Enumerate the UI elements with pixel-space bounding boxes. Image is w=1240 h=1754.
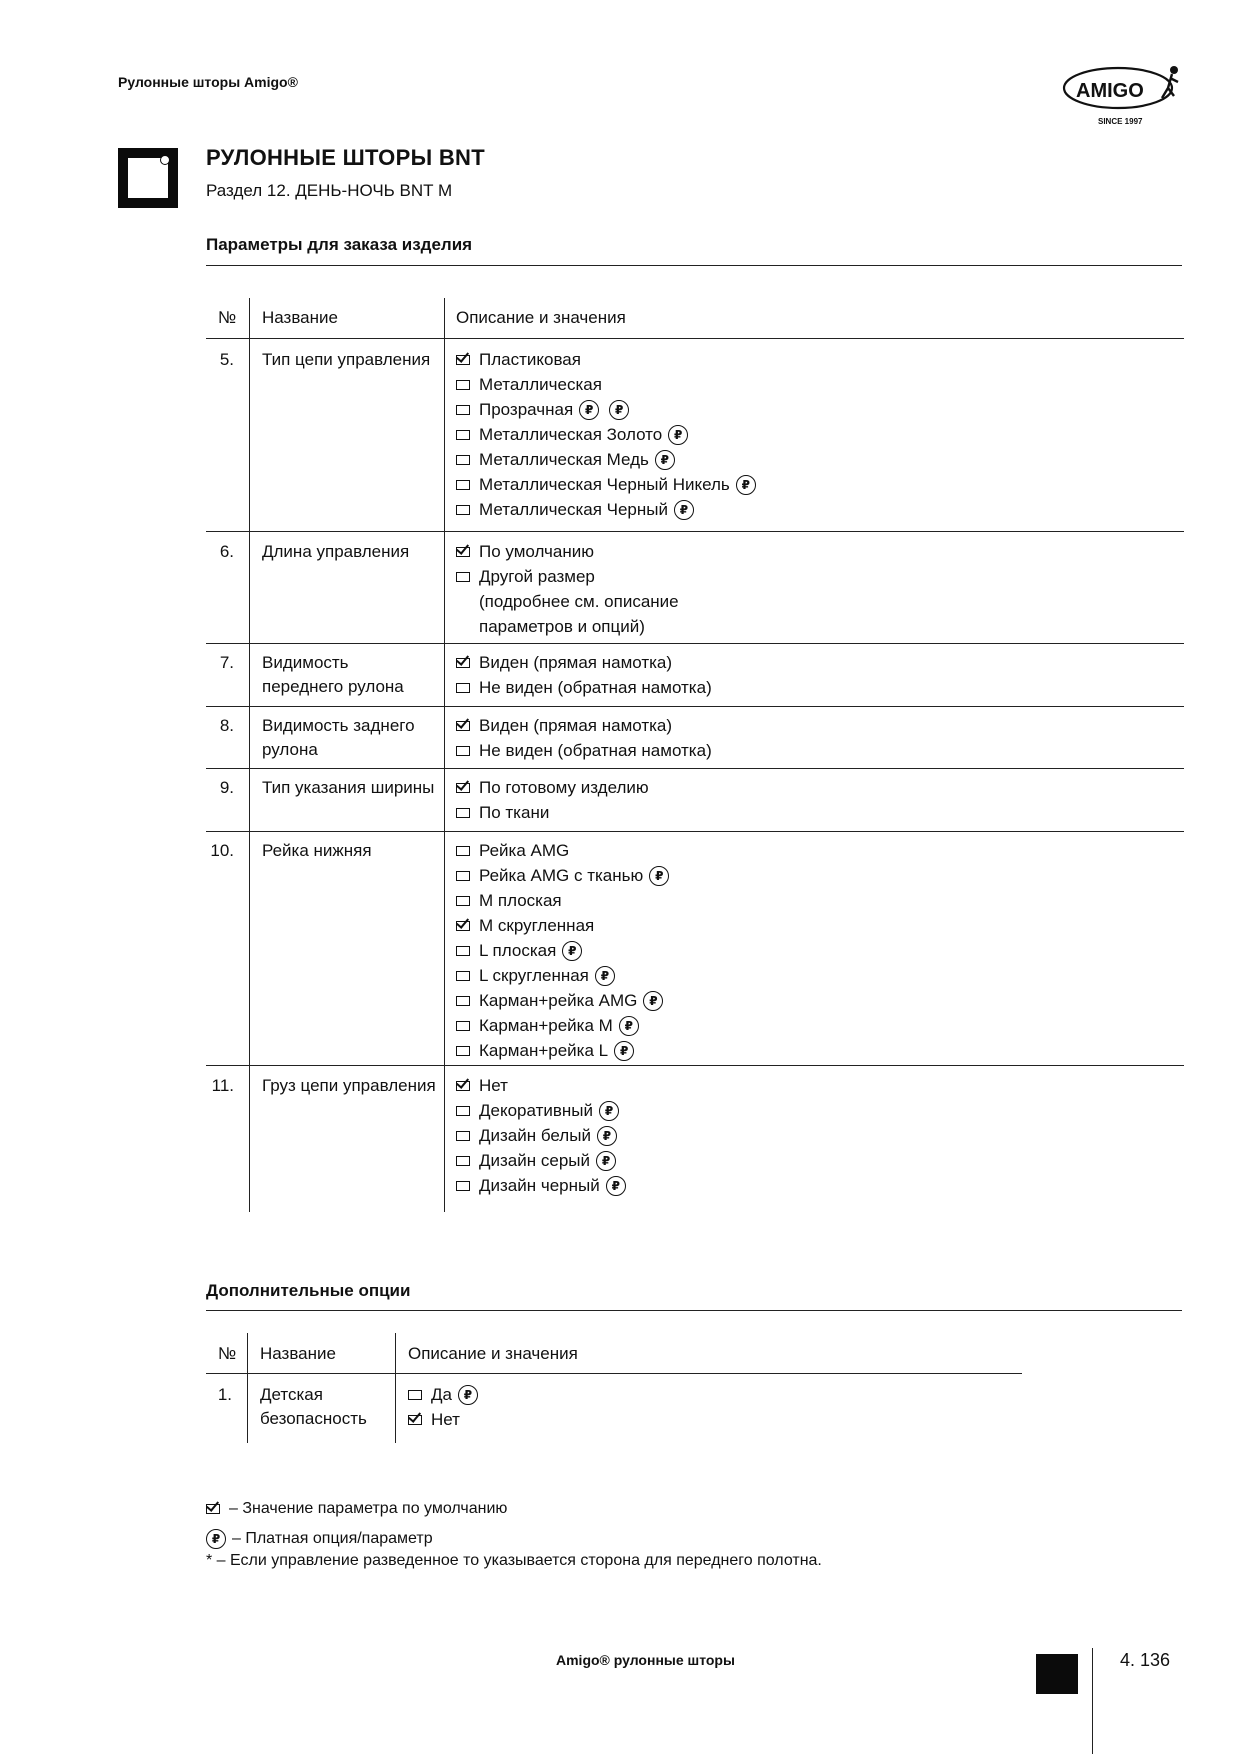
row-divider: [206, 768, 1184, 769]
option-label: M плоская: [479, 890, 562, 910]
checkbox-icon[interactable]: [456, 683, 470, 693]
row-divider: [206, 1065, 1184, 1066]
option-label: Металлическая Черный: [479, 499, 668, 519]
option-item[interactable]: [456, 800, 649, 825]
checkbox-checked-icon[interactable]: [456, 355, 470, 365]
option-label: Дизайн черный: [479, 1175, 600, 1195]
checkbox-icon[interactable]: [456, 480, 470, 490]
ruble-icon: ₽: [595, 966, 615, 986]
param-options: [456, 539, 679, 639]
params-col-divider-2: [444, 298, 445, 1212]
param-name-line: Рейка нижняя: [262, 841, 372, 860]
logo-since: SINCE 1997: [1098, 117, 1143, 126]
option-item[interactable]: [456, 675, 712, 700]
option-item[interactable]: [456, 1073, 626, 1098]
option-label: Нет: [431, 1409, 460, 1429]
option-item[interactable]: [456, 938, 669, 963]
checkbox-checked-icon[interactable]: [456, 921, 470, 931]
ruble-icon: ₽: [606, 1176, 626, 1196]
param-options: [456, 775, 649, 825]
section-icon: [118, 148, 178, 208]
row-divider: [206, 831, 1184, 832]
param-name: [260, 1383, 367, 1431]
checkbox-icon[interactable]: [456, 1106, 470, 1116]
param-options: [456, 713, 712, 763]
row-number: 10.: [210, 841, 234, 860]
params-heading: Параметры для заказа изделия: [206, 235, 473, 254]
ruble-icon: ₽: [649, 866, 669, 886]
row-number: 1.: [217, 1385, 232, 1404]
checkbox-icon[interactable]: [456, 1131, 470, 1141]
option-item[interactable]: [456, 539, 679, 564]
param-name-line: безопасность: [260, 1409, 367, 1428]
option-item[interactable]: [456, 1098, 626, 1123]
addl-heading: Дополнительные опции: [206, 1281, 411, 1300]
checkbox-icon[interactable]: [456, 1021, 470, 1031]
addl-col-divider-2: [395, 1333, 396, 1443]
ruble-icon: ₽: [599, 1101, 619, 1121]
option-label: По готовому изделию: [479, 777, 649, 797]
option-label: Прозрачная: [479, 399, 574, 419]
addl-col-desc: Описание и значения: [408, 1344, 578, 1363]
option-note: [456, 589, 679, 614]
row-number: 5.: [219, 350, 234, 369]
option-item[interactable]: [456, 1173, 626, 1198]
checkbox-checked-icon: [206, 1504, 220, 1514]
addl-col-name: Название: [260, 1344, 336, 1363]
option-label: Металлическая: [479, 374, 602, 394]
param-name: [262, 776, 434, 800]
checkbox-icon[interactable]: [408, 1390, 422, 1400]
checkbox-icon[interactable]: [456, 430, 470, 440]
ruble-icon: ₽: [736, 475, 756, 495]
option-item[interactable]: [456, 963, 669, 988]
footer-divider: [1092, 1648, 1093, 1754]
checkbox-icon[interactable]: [456, 996, 470, 1006]
option-label: Не виден (обратная намотка): [479, 740, 712, 760]
checkbox-icon[interactable]: [456, 572, 470, 582]
legend-paid-text: – Платная опция/параметр: [232, 1530, 433, 1547]
option-label: Не виден (обратная намотка): [479, 677, 712, 697]
addl-header-rule: [206, 1373, 1022, 1374]
checkbox-checked-icon[interactable]: [456, 721, 470, 731]
amigo-logo: [1062, 60, 1184, 130]
row-number: 11.: [211, 1076, 234, 1095]
param-name-line: Видимость: [262, 653, 349, 672]
option-label: Карман+рейка AMG: [479, 990, 638, 1010]
option-label: Нет: [479, 1075, 508, 1095]
option-item[interactable]: [456, 1148, 626, 1173]
addl-heading-rule: [206, 1310, 1182, 1311]
params-header-rule: [206, 338, 1184, 339]
option-label: Декоративный: [479, 1100, 594, 1120]
param-name-line: переднего рулона: [262, 677, 404, 696]
param-name-line: Тип цепи управления: [262, 350, 431, 369]
row-number: 7.: [219, 653, 234, 672]
option-label: Виден (прямая намотка): [479, 715, 673, 735]
option-item[interactable]: [456, 397, 756, 422]
row-divider: [206, 706, 1184, 707]
checkbox-icon[interactable]: [456, 746, 470, 756]
param-name-line: Видимость заднего: [262, 716, 415, 735]
param-name: [262, 839, 372, 863]
row-divider: [206, 531, 1184, 532]
ruble-icon: ₽: [597, 1126, 617, 1146]
param-options: [456, 347, 756, 522]
param-options: [456, 650, 712, 700]
param-name-line: Детская: [260, 1385, 323, 1404]
param-options: [456, 1073, 626, 1198]
option-item[interactable]: [456, 447, 756, 472]
checkbox-icon[interactable]: [456, 846, 470, 856]
params-col-divider-1: [249, 298, 250, 1212]
option-item[interactable]: [456, 1038, 669, 1063]
param-name-line: Длина управления: [262, 542, 410, 561]
legend: [206, 1494, 822, 1572]
checkbox-icon[interactable]: [456, 405, 470, 415]
option-item[interactable]: [456, 372, 756, 397]
legend-default: [206, 1494, 822, 1524]
option-item[interactable]: [456, 775, 649, 800]
param-options: [408, 1382, 478, 1432]
checkbox-icon[interactable]: [456, 505, 470, 515]
option-item[interactable]: [456, 863, 669, 888]
ruble-icon: ₽: [655, 450, 675, 470]
ruble-icon: ₽: [579, 400, 599, 420]
option-label: По умолчанию: [479, 541, 594, 561]
option-item[interactable]: [456, 472, 756, 497]
option-item[interactable]: [456, 713, 712, 738]
option-label: Карман+рейка M: [479, 1015, 613, 1035]
params-col-num: №: [218, 308, 237, 327]
param-name: [262, 348, 430, 372]
checkbox-icon[interactable]: [456, 1046, 470, 1056]
logo-text: AMIGO: [1076, 80, 1144, 102]
ruble-icon: ₽: [458, 1385, 478, 1405]
option-note-text: (подробнее см. описание: [479, 591, 679, 611]
legend-note-text: * – Если управление разведенное то указывается сторона для переднего полотна.: [206, 1552, 822, 1569]
ruble-icon: ₽: [668, 425, 688, 445]
option-label: Металлическая Медь: [479, 449, 649, 469]
checkbox-checked-icon[interactable]: [456, 547, 470, 557]
section-subtitle: Раздел 12. ДЕНЬ-НОЧЬ BNT M: [206, 181, 453, 200]
option-item[interactable]: [456, 1013, 669, 1038]
checkbox-icon[interactable]: [456, 871, 470, 881]
option-label: L плоская: [479, 940, 557, 960]
param-name: [262, 1074, 436, 1098]
option-label: По ткани: [479, 802, 550, 822]
footer-square: [1036, 1654, 1078, 1694]
option-item[interactable]: [408, 1407, 478, 1432]
option-label: Дизайн серый: [479, 1150, 590, 1170]
params-col-name: Название: [262, 308, 338, 327]
param-name: [262, 540, 409, 564]
option-item[interactable]: [456, 888, 669, 913]
option-label: Металлическая Черный Никель: [479, 474, 730, 494]
amigo-logo-icon: [1062, 60, 1184, 130]
option-item[interactable]: [408, 1382, 478, 1407]
param-options: [456, 838, 669, 1063]
ruble-icon: ₽: [609, 400, 629, 420]
brand-title: Рулонные шторы Amigo®: [118, 74, 298, 90]
option-label: M скругленная: [479, 915, 595, 935]
page-number: 4. 136: [1120, 1650, 1171, 1670]
checkbox-icon[interactable]: [456, 971, 470, 981]
checkbox-checked-icon[interactable]: [456, 1081, 470, 1091]
option-item[interactable]: [456, 738, 712, 763]
option-note-text: параметров и опций): [479, 616, 645, 636]
checkbox-icon[interactable]: [456, 1181, 470, 1191]
row-divider: [206, 643, 1184, 644]
checkbox-icon[interactable]: [456, 1156, 470, 1166]
ruble-icon: ₽: [619, 1016, 639, 1036]
footer-brand: Amigo® рулонные шторы: [556, 1652, 735, 1668]
option-label: Рейка AMG: [479, 840, 570, 860]
option-item[interactable]: [456, 1123, 626, 1148]
option-label: Дизайн белый: [479, 1125, 591, 1145]
param-name-line: Груз цепи управления: [262, 1076, 436, 1095]
option-label: Да: [431, 1384, 452, 1404]
ruble-icon: ₽: [643, 991, 663, 1011]
params-heading-rule: [206, 265, 1182, 266]
option-label: Другой размер: [479, 566, 595, 586]
row-number: 9.: [219, 778, 234, 797]
option-label: Металлическая Золото: [479, 424, 663, 444]
option-label: L скругленная: [479, 965, 589, 985]
param-name-line: Тип указания ширины: [262, 778, 435, 797]
option-note: [456, 614, 679, 639]
option-item[interactable]: [456, 347, 756, 372]
addl-col-num: №: [218, 1344, 237, 1363]
option-label: Пластиковая: [479, 349, 581, 369]
option-label: Карман+рейка L: [479, 1040, 609, 1060]
option-label: Рейка AMG с тканью: [479, 865, 644, 885]
param-name: [262, 651, 404, 699]
option-item[interactable]: [456, 497, 756, 522]
option-item[interactable]: [456, 650, 712, 675]
checkbox-icon[interactable]: [456, 380, 470, 390]
checkbox-checked-icon[interactable]: [456, 783, 470, 793]
addl-col-divider-1: [247, 1333, 248, 1443]
ruble-icon: ₽: [206, 1529, 226, 1549]
option-item[interactable]: [456, 988, 669, 1013]
row-number: 6.: [219, 542, 234, 561]
checkbox-checked-icon[interactable]: [456, 658, 470, 668]
param-name-line: рулона: [262, 740, 318, 759]
option-item[interactable]: [456, 422, 756, 447]
params-col-desc: Описание и значения: [456, 308, 626, 327]
checkbox-icon[interactable]: [456, 455, 470, 465]
param-name: [262, 714, 415, 762]
legend-default-text: – Значение параметра по умолчанию: [229, 1500, 508, 1517]
ruble-icon: ₽: [596, 1151, 616, 1171]
option-item[interactable]: [456, 838, 669, 863]
option-label: Виден (прямая намотка): [479, 652, 673, 672]
row-number: 8.: [219, 716, 234, 735]
option-item[interactable]: [456, 564, 679, 589]
checkbox-icon[interactable]: [456, 896, 470, 906]
ruble-icon: ₽: [674, 500, 694, 520]
option-item[interactable]: [456, 913, 669, 938]
ruble-icon: ₽: [562, 941, 582, 961]
checkbox-icon[interactable]: [456, 808, 470, 818]
legend-note: [206, 1550, 822, 1572]
checkbox-icon[interactable]: [456, 946, 470, 956]
checkbox-checked-icon[interactable]: [408, 1415, 422, 1425]
ruble-icon: ₽: [614, 1041, 634, 1061]
section-title: РУЛОННЫЕ ШТОРЫ BNT: [206, 145, 485, 170]
